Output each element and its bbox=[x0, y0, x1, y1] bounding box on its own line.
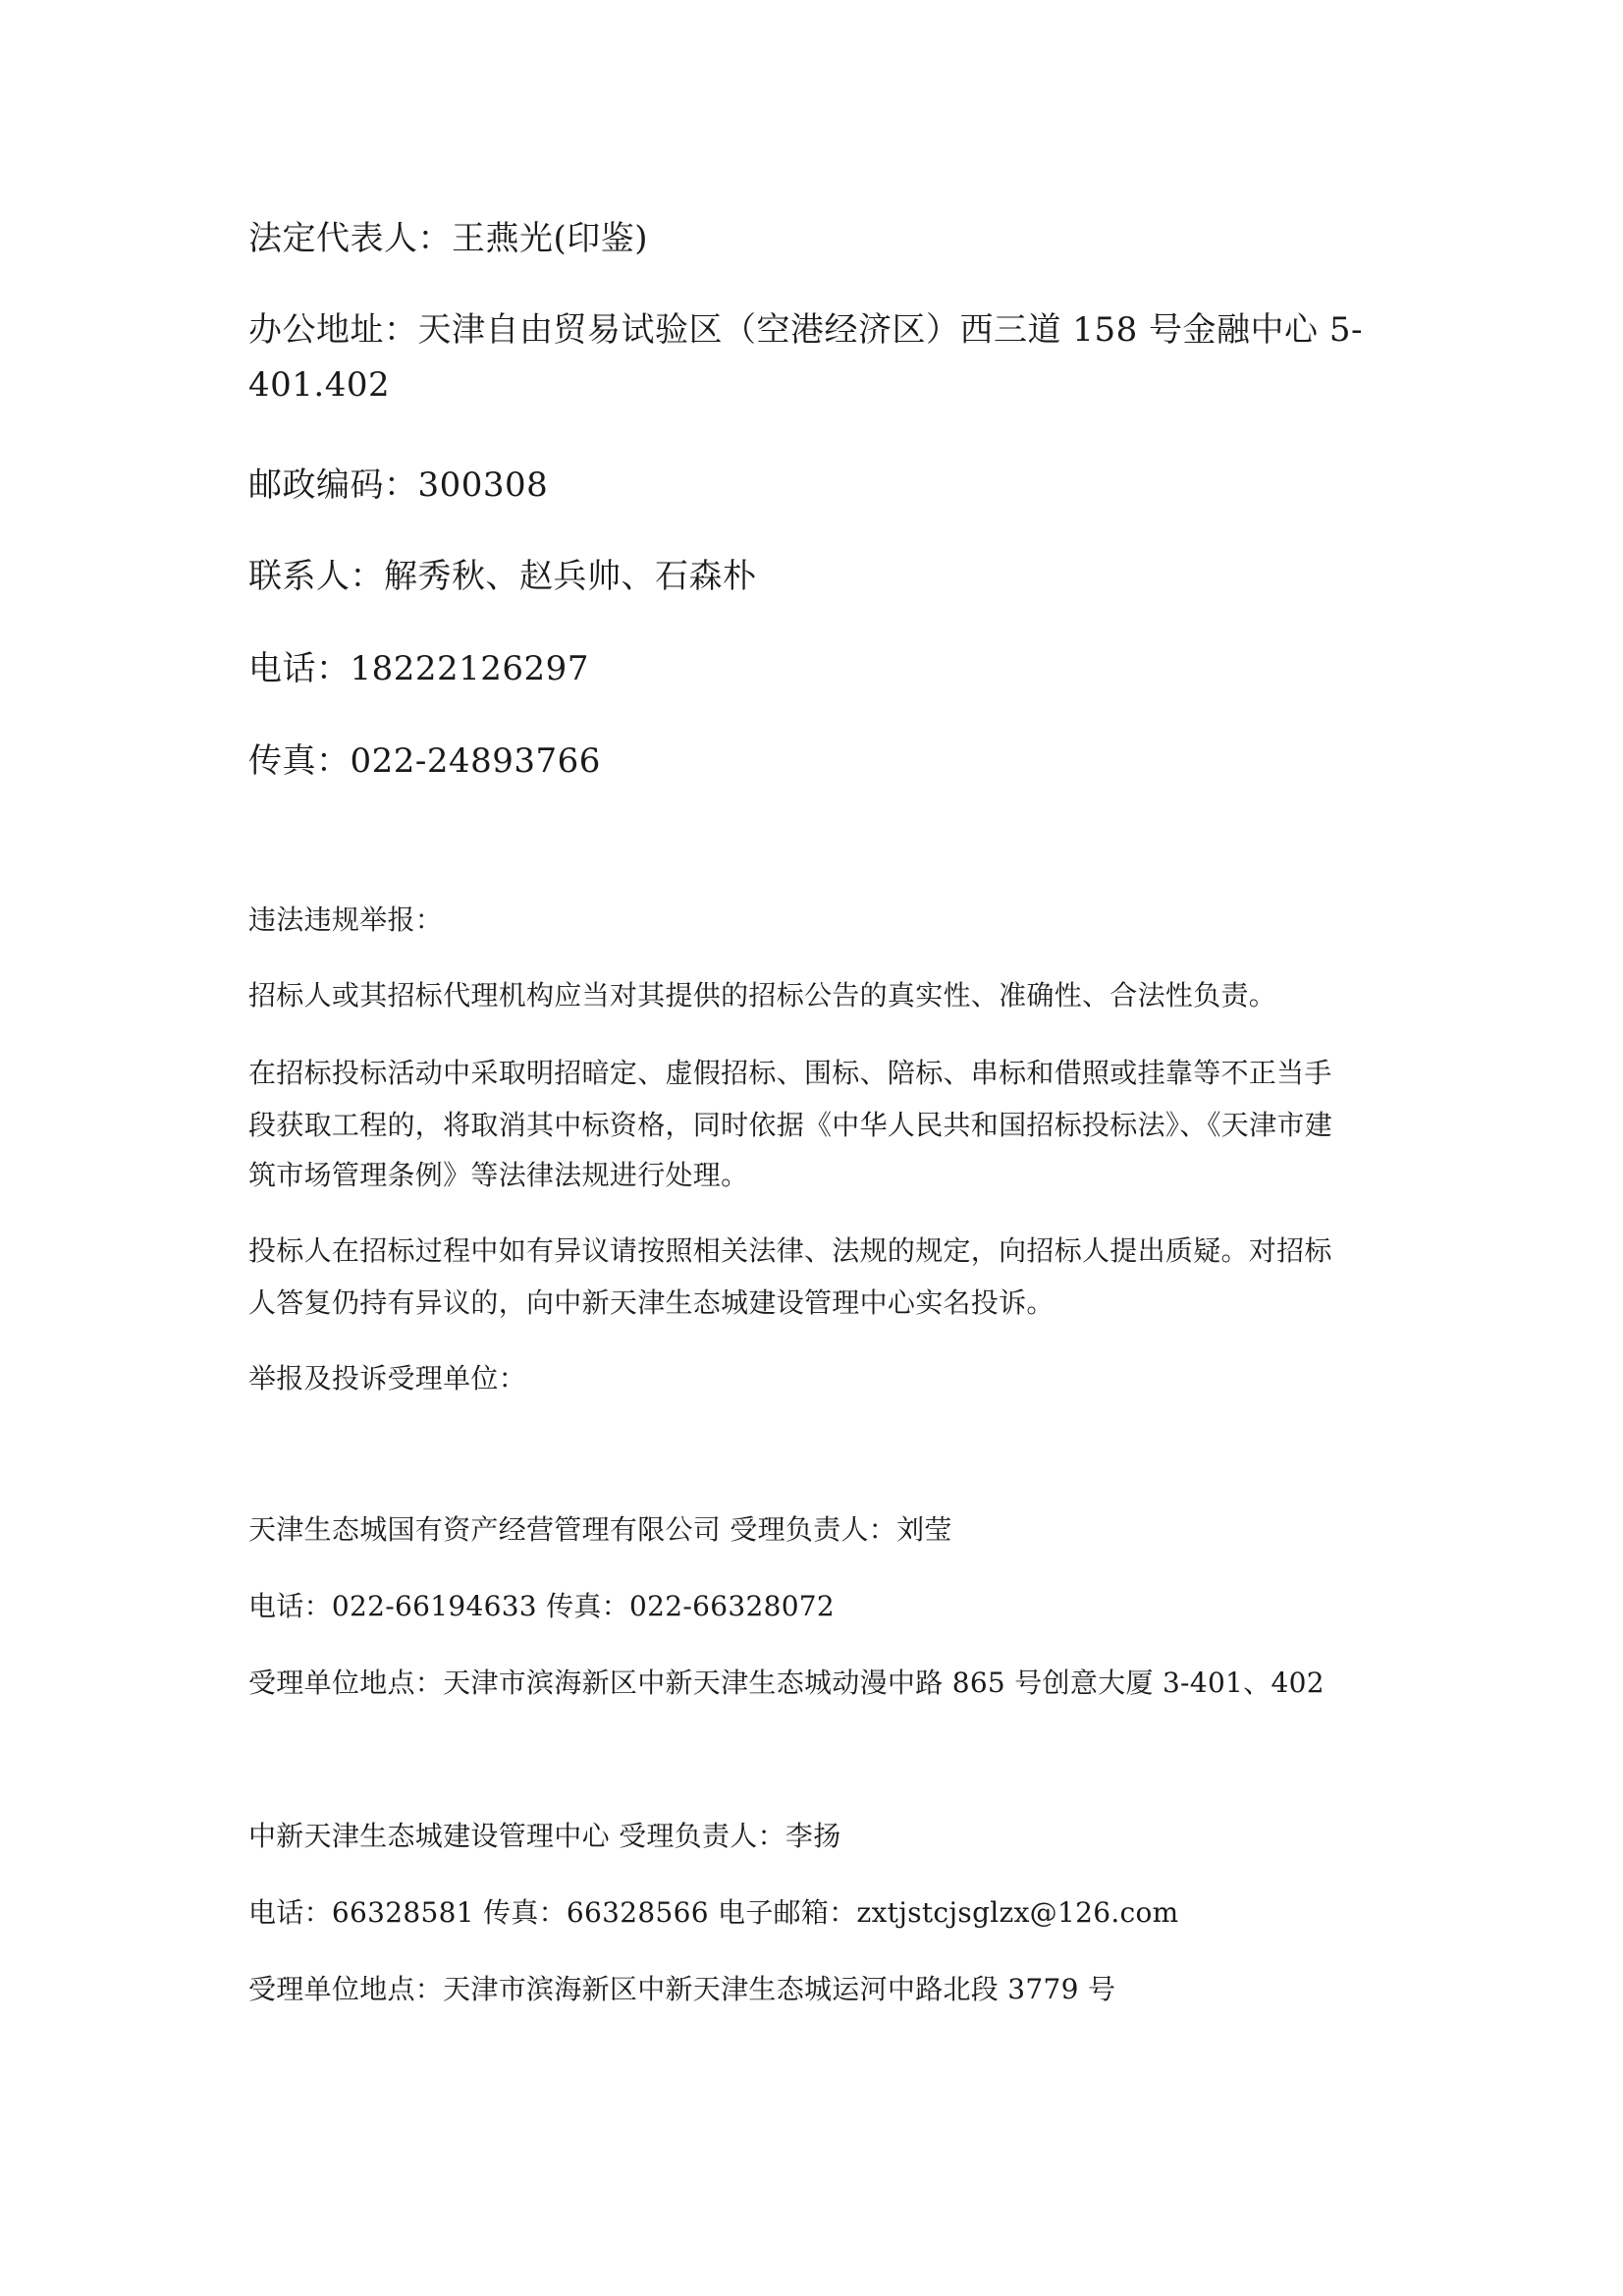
report-paragraph-3-line1: 投标人在招标过程中如有异议请按照相关法律、法规的规定，向招标人提出质疑。对招标 bbox=[248, 1234, 1332, 1267]
unit2-phone-fax-email: 电话：66328581 传真：66328566 电子邮箱：zxtjstcjsglzx@126.com bbox=[248, 1896, 1179, 1929]
complaint-units-heading: 举报及投诉受理单位： bbox=[248, 1362, 527, 1394]
report-paragraph-2-line3: 筑市场管理条例》等法律法规进行处理。 bbox=[248, 1159, 749, 1191]
office-address-line2: 401.402 bbox=[248, 365, 391, 405]
report-paragraph-2-line2: 段获取工程的，将取消其中标资格，同时依据《中华人民共和国招标投标法》、《天津市建 bbox=[248, 1109, 1333, 1141]
unit1-location: 受理单位地点：天津市滨海新区中新天津生态城动漫中路 865 号创意大厦 3-401、402 bbox=[248, 1667, 1325, 1699]
unit2-location: 受理单位地点：天津市滨海新区中新天津生态城运河中路北段 3779 号 bbox=[248, 1973, 1116, 2005]
unit1-name: 天津生态城国有资产经营管理有限公司 受理负责人：刘莹 bbox=[248, 1513, 952, 1546]
contact-fax: 传真：022-24893766 bbox=[248, 741, 601, 781]
contact-persons: 联系人：解秀秋、赵兵帅、石森朴 bbox=[248, 557, 757, 596]
unit1-phone-fax: 电话：022-66194633 传真：022-66328072 bbox=[248, 1590, 836, 1622]
postal-code: 邮政编码：300308 bbox=[248, 465, 549, 505]
report-paragraph-2-line1: 在招标投标活动中采取明招暗定、虚假招标、围标、陪标、串标和借照或挂靠等不正当手 bbox=[248, 1057, 1332, 1089]
contact-phone: 电话：18222126297 bbox=[248, 649, 589, 688]
report-heading: 违法违规举报： bbox=[248, 903, 444, 936]
report-paragraph-3-line2: 人答复仍持有异议的，向中新天津生态城建设管理中心实名投诉。 bbox=[248, 1286, 1055, 1319]
legal-representative: 法定代表人：王燕光(印鉴) bbox=[248, 219, 649, 258]
report-paragraph-1: 招标人或其招标代理机构应当对其提供的招标公告的真实性、准确性、合法性负责。 bbox=[248, 979, 1277, 1011]
office-address-line1: 办公地址：天津自由贸易试验区（空港经济区）西三道 158 号金融中心 5- bbox=[248, 310, 1363, 350]
unit2-name: 中新天津生态城建设管理中心 受理负责人：李扬 bbox=[248, 1820, 841, 1852]
